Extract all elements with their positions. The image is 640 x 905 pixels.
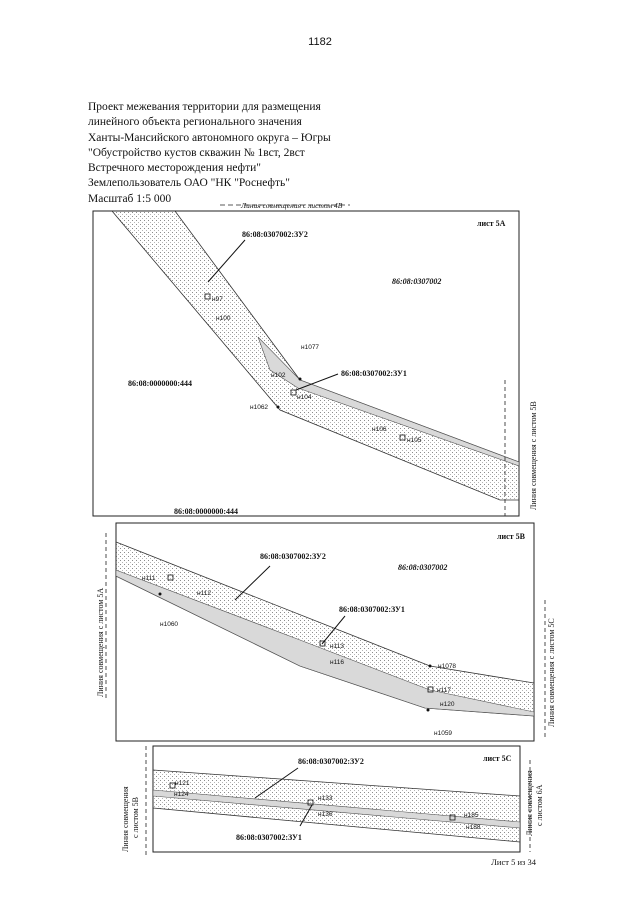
match-label-top-5a: Линия совмещения с листом 4В xyxy=(241,201,343,210)
parcel-label-444: 86:08:0000000:444 xyxy=(128,379,192,388)
point-label: н1078 xyxy=(438,663,457,670)
scale-label: Масштаб 1:5 000 xyxy=(88,192,172,205)
point-label: н120 xyxy=(440,701,455,708)
point-label: н133 xyxy=(318,795,333,802)
point-label: н97 xyxy=(212,296,223,303)
point-label: н117 xyxy=(437,687,451,694)
leader-line xyxy=(235,566,270,600)
point-label: н105 xyxy=(407,437,422,444)
corridor-zu2 xyxy=(112,211,519,500)
point-label: н106 xyxy=(372,426,387,433)
parcel-label-444: 86:08:0000000:444 xyxy=(174,507,238,516)
sheet-5a xyxy=(93,205,519,516)
point-marker-1060 xyxy=(159,593,162,596)
point-label: н124 xyxy=(174,791,189,798)
point-label: н1060 xyxy=(160,621,179,628)
parcel-label-zu2: 86:08:0307002:ЗУ2 xyxy=(242,230,308,239)
parcel-label-zu1: 86:08:0307002:ЗУ1 xyxy=(236,833,302,842)
point-label: н188 xyxy=(466,824,481,831)
quarter-label: 86:08:0307002 xyxy=(398,563,448,572)
header-line: Встречного месторождения нефти" xyxy=(88,162,261,175)
point-label: н104 xyxy=(297,394,312,401)
sheet-title-5a: лист 5А xyxy=(477,219,506,228)
corridor-zu2 xyxy=(116,542,534,716)
match-label-left-5c: Линия совмещения xyxy=(121,786,130,852)
point-label: н100 xyxy=(216,315,231,322)
leader-line xyxy=(208,240,245,282)
point-label: н113 xyxy=(330,643,344,650)
header-line: линейного объекта регионального значения xyxy=(88,116,302,129)
point-label: н185 xyxy=(464,812,479,819)
parcel-label-zu1: 86:08:0307002:ЗУ1 xyxy=(339,605,405,614)
match-label-right-5c: Линия совмещения xyxy=(525,770,534,836)
header-line: Землепользователь ОАО "НК "Роснефть" xyxy=(88,177,290,190)
parcel-label-zu1: 86:08:0307002:ЗУ1 xyxy=(341,369,407,378)
header-line: Проект межевания территории для размещения xyxy=(88,101,321,113)
point-label: н1062 xyxy=(250,404,269,411)
point-label: н102 xyxy=(271,372,286,379)
match-label-right-5a: Линия совмещения с листом 5В xyxy=(529,401,538,510)
match-label-left-5b: Линия совмещения с листом 5А xyxy=(96,587,105,697)
sheet-title-5b: лист 5В xyxy=(497,532,525,541)
point-label: н121 xyxy=(175,780,190,787)
point-label: н1059 xyxy=(434,730,453,737)
sheet-footer: Лист 5 из 34 xyxy=(491,857,536,867)
sheet-title-5c: лист 5С xyxy=(483,754,512,763)
match-label-left-5c: с листом 5В xyxy=(131,796,140,838)
point-marker-1078 xyxy=(429,665,432,668)
match-label-right-5b: Линия совмещения с листом 5С xyxy=(547,618,556,727)
page-number: 1182 xyxy=(308,36,332,48)
header-line: "Обустройство кустов скважин № 1вст, 2вст xyxy=(88,146,305,159)
point-label: н1077 xyxy=(301,344,320,351)
parcel-label-zu2: 86:08:0307002:ЗУ2 xyxy=(298,757,364,766)
parcel-label-zu2: 86:08:0307002:ЗУ2 xyxy=(260,552,326,561)
point-label: н116 xyxy=(330,659,344,666)
point-marker-1077 xyxy=(299,378,302,381)
header-line: Ханты-Мансийского автономного округа – Югры xyxy=(88,131,331,144)
match-label-right-5c: с листом 6А xyxy=(535,784,544,826)
quarter-label: 86:08:0307002 xyxy=(392,277,442,286)
point-label: н136 xyxy=(318,811,333,818)
point-marker-1059 xyxy=(427,709,430,712)
point-marker-1062 xyxy=(277,406,280,409)
point-label: н112 xyxy=(197,590,211,597)
point-label: н111 xyxy=(142,575,156,582)
